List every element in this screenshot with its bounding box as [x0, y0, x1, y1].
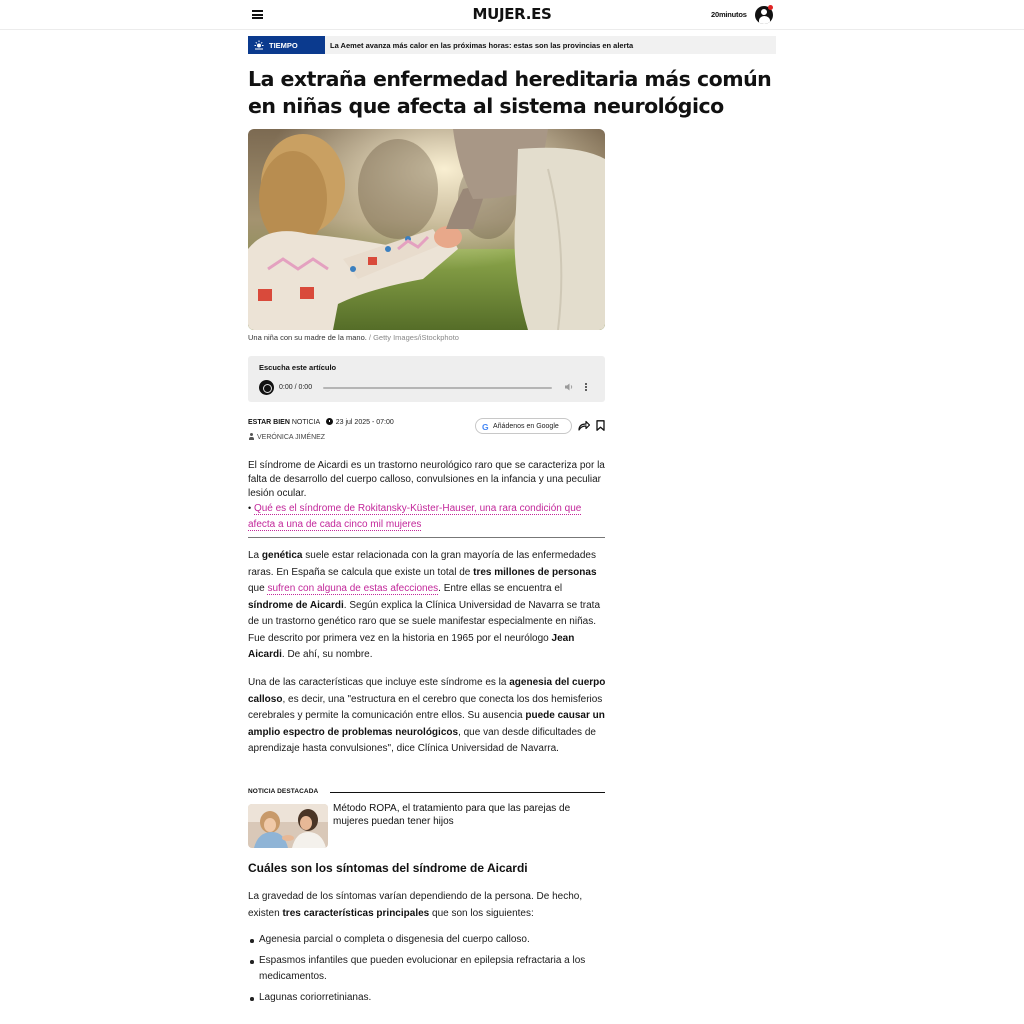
related-article: [248, 500, 605, 533]
image-caption-text: Una niña con su madre de la mano.: [248, 333, 367, 342]
share-icon[interactable]: [578, 420, 590, 431]
bold-text: Jean Aicardi: [248, 632, 575, 660]
clock-icon: [326, 418, 333, 425]
text: . Entre ellas se encuentra el: [438, 583, 563, 594]
inline-link[interactable]: sufren con alguna de estas afecciones: [267, 583, 439, 594]
audio-title: Escucha este artículo: [259, 363, 337, 372]
ticker-tag-label: TIEMPO: [269, 40, 298, 50]
google-icon: G: [482, 421, 489, 432]
play-button[interactable]: [259, 380, 274, 395]
audio-progress-bar[interactable]: [323, 387, 552, 389]
bold-text: síndrome de Aicardi: [248, 599, 344, 611]
add-to-google-label: Añádenos en Google: [493, 422, 559, 430]
article-paragraph-3: [248, 889, 606, 922]
text: Una de las características que incluye este síndrome es la: [248, 677, 510, 688]
audio-player: [248, 356, 605, 402]
notification-dot: [768, 5, 773, 10]
text: La: [248, 550, 262, 561]
bold-text: tres características principales: [282, 907, 430, 919]
more-options-icon[interactable]: [584, 382, 588, 392]
audio-time: 0:00 / 0:00: [279, 384, 313, 391]
text: que: [248, 583, 268, 594]
volume-icon[interactable]: [564, 382, 574, 392]
bookmark-icon[interactable]: [596, 420, 605, 431]
text: , es decir, una "estructura en el cerebro que conecta los dos hemisferios cerebrales y permite la comunicación entre ellos. Su ausencia: [248, 693, 603, 721]
add-to-google-button[interactable]: [475, 418, 572, 434]
article-paragraph-2: [248, 675, 606, 758]
breaking-ticker[interactable]: [248, 36, 776, 54]
text: , que van desde dificultades de aprendizaje hasta convulsiones", dice Clínica Universidad de Navarra.: [248, 726, 596, 754]
ticker-tag: [248, 36, 325, 54]
text: . Según explica la Clínica Universidad de Navarra se trata de un trastorno genético raro que se suele manifestar especialmente en niñas. Fue descrito por primera vez en la historia en 1965 por el neurólogo: [248, 599, 601, 644]
image-caption: [248, 333, 459, 342]
featured-article-link[interactable]: Método ROPA, el tratamiento para que las parejas de mujeres puedan tener hijos: [333, 803, 571, 827]
article-meta: [248, 418, 394, 426]
featured-label: NOTICIA DESTACADA: [248, 788, 319, 795]
symptoms-list: [248, 932, 606, 1011]
partner-logo-20minutos[interactable]: 20minutos: [711, 10, 747, 19]
list-item: Lagunas coriorretinianas.: [248, 990, 606, 1006]
text: La gravedad de los síntomas varían dependiendo de la persona. De hecho, existen: [248, 891, 583, 919]
site-header: [0, 0, 1024, 30]
section-divider: [248, 537, 605, 538]
article-main-image: [248, 129, 605, 330]
bullet-dot: •: [248, 503, 252, 513]
section-subheading: Cuáles son los síntomas del síndrome de Aicardi: [248, 861, 528, 875]
related-article-link[interactable]: Qué es el síndrome de Rokitansky-Küster-Hauser, una rara condición que afecta a una de cada cinco mil mujeres: [248, 503, 582, 530]
ticker-headline-link[interactable]: La Aemet avanza más calor en las próximas horas: estas son las provincias en alerta: [330, 40, 634, 50]
text: que son los siguientes:: [429, 907, 534, 919]
article-paragraph-1: [248, 548, 606, 664]
bold-text: puede causar un amplio espectro de problemas neurológicos: [248, 710, 605, 738]
site-logo[interactable]: MUJER.ES: [472, 5, 552, 23]
article-type: NOTICIA: [291, 419, 320, 426]
author-line: [248, 433, 325, 441]
bold-text: tres millones de personas: [473, 566, 597, 578]
list-item: Agenesia parcial o completa o disgenesia del cuerpo calloso.: [248, 932, 606, 948]
section-link[interactable]: ESTAR BIEN: [248, 419, 290, 426]
article-title: La extraña enfermedad hereditaria más común en niñas que afecta al sistema neurológico: [248, 67, 772, 118]
sun-icon: [254, 40, 264, 50]
person-icon: [248, 433, 255, 440]
text: . De ahí, su nombre.: [281, 649, 373, 660]
featured-thumbnail[interactable]: [248, 804, 328, 848]
text: suele estar relacionada con la gran mayoría de las enfermedades raras. En España se calcula que existe un total de: [248, 550, 596, 578]
author-name[interactable]: VERÓNICA JIMÉNEZ: [257, 434, 326, 441]
featured-rule: [330, 792, 605, 793]
list-item: Espasmos infantiles que pueden evolucionar en epilepsia refractaria a los medicamentos.: [248, 953, 606, 985]
bold-text: agenesia del cuerpo calloso: [248, 677, 606, 705]
article-lead: El síndrome de Aicardi es un trastorno neurológico raro que se caracteriza por la falta de desarrollo del cuerpo calloso, convulsiones en la infancia y una peculiar lesión ocular.: [248, 460, 605, 499]
image-credit: / Getty Images/iStockphoto: [368, 333, 459, 342]
publish-date: 23 jul 2025 - 07:00: [335, 419, 394, 426]
bold-text: genética: [261, 550, 303, 561]
